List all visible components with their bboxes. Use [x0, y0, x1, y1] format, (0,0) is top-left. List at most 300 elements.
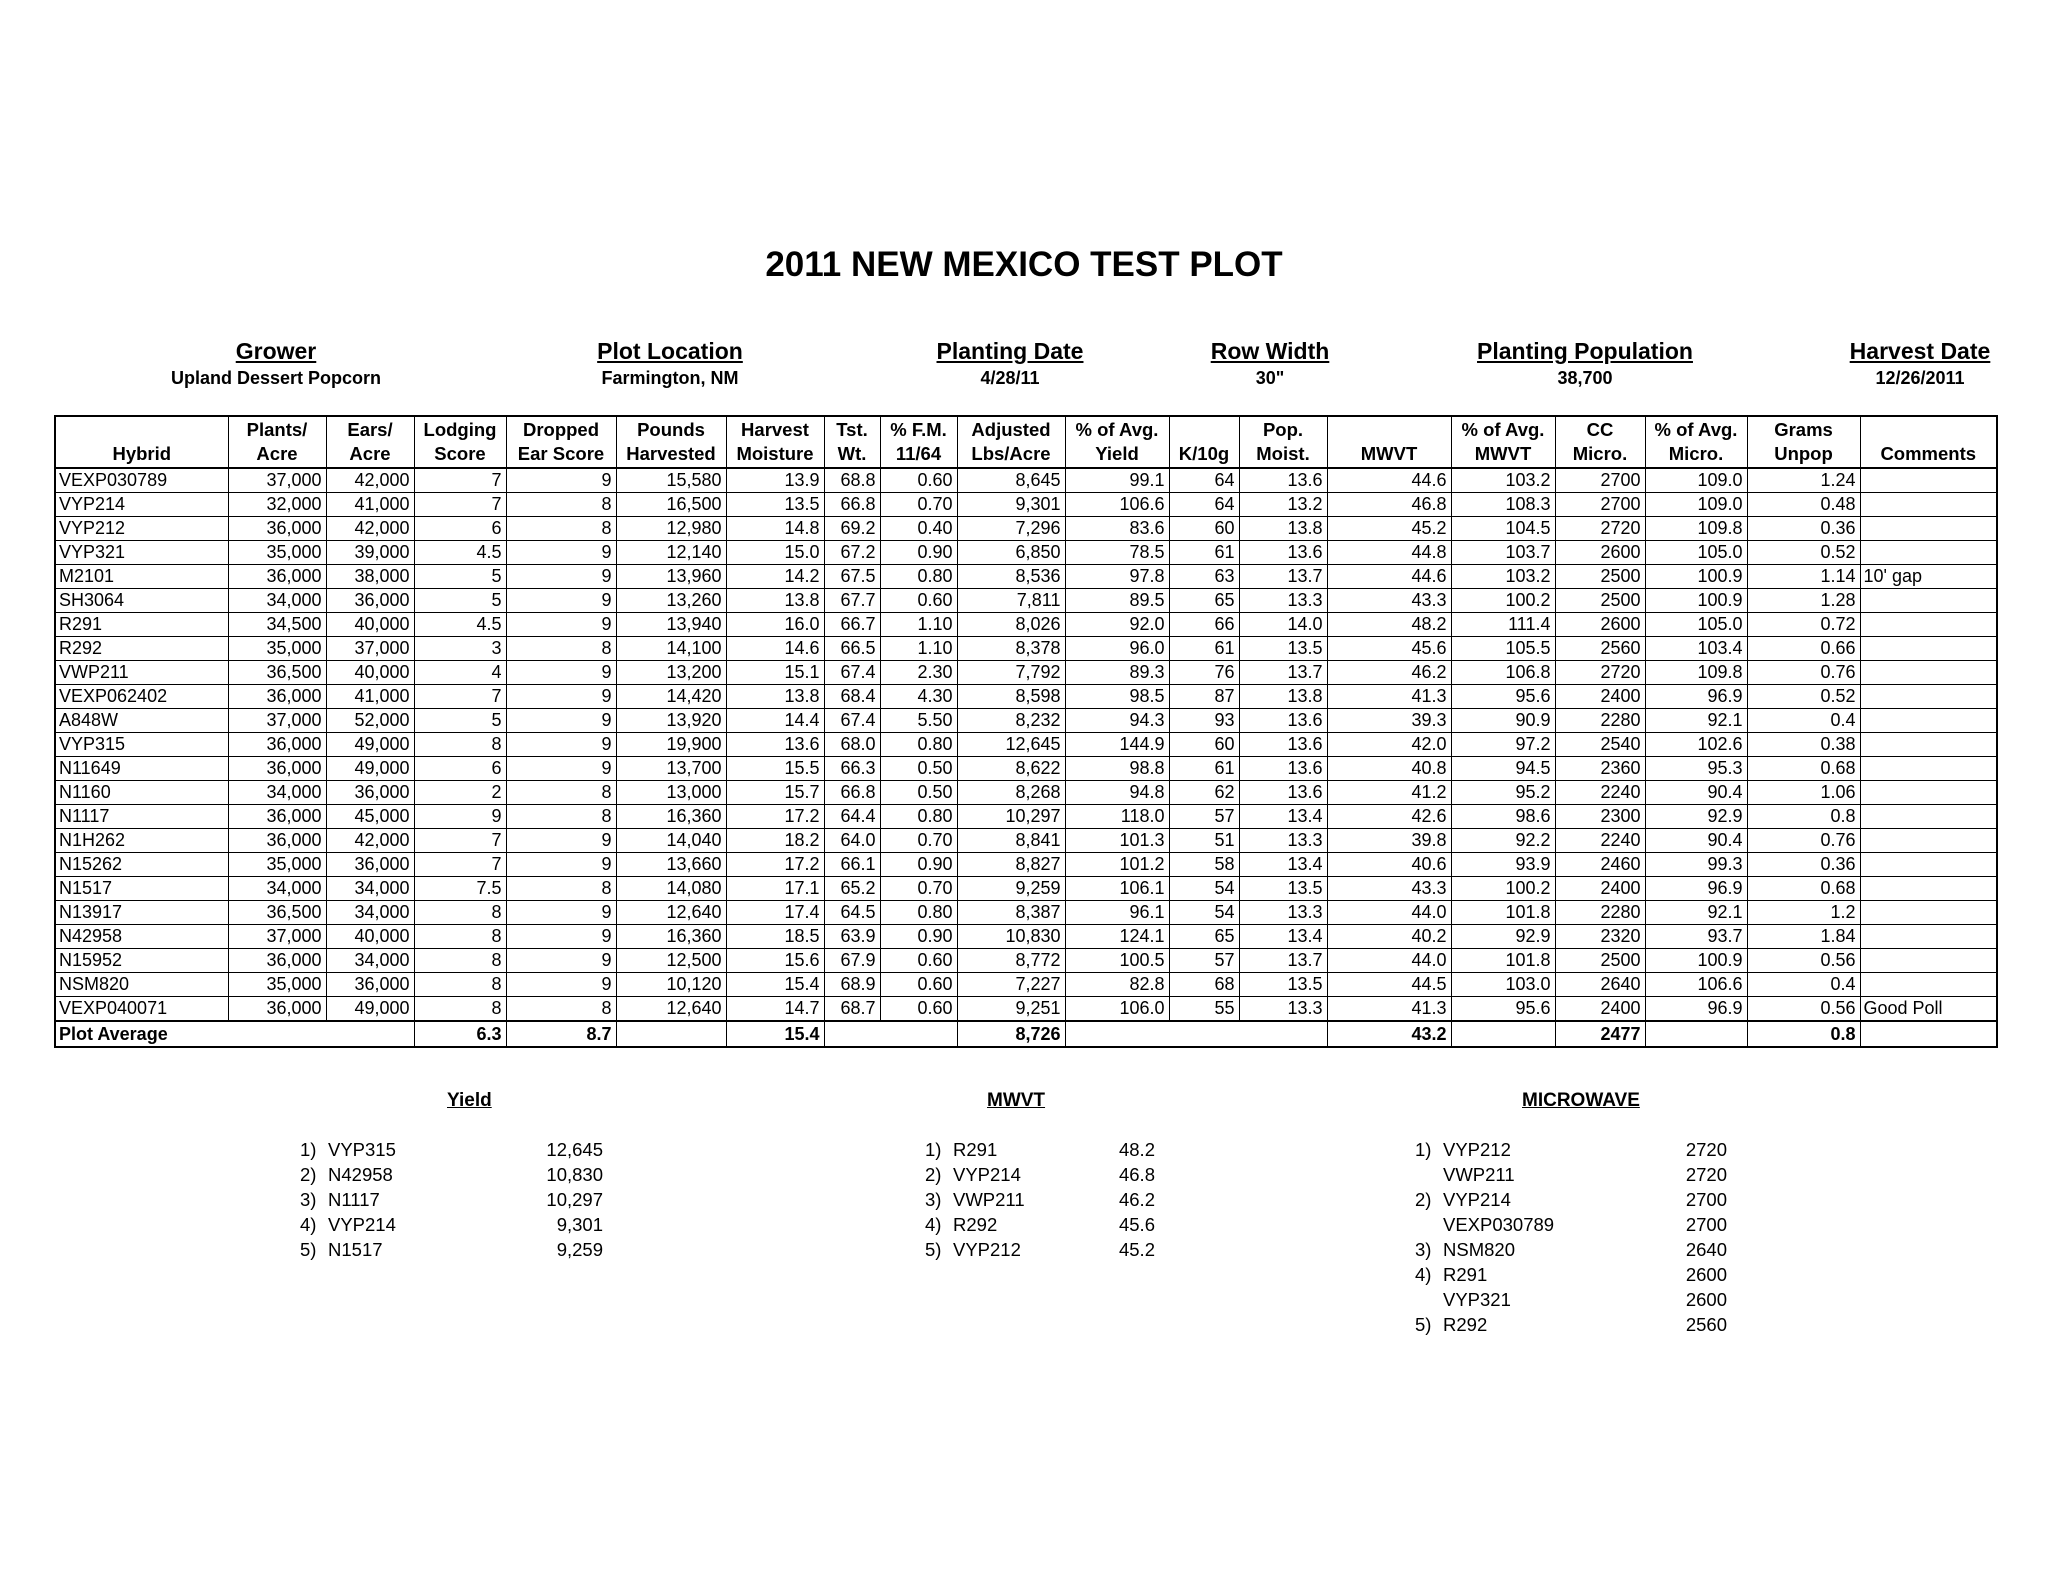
cell-pop-moist: 13.3 [1239, 589, 1327, 613]
ranking-name: VYP315 [328, 1139, 396, 1160]
cell-plants-acre: 35,000 [228, 637, 326, 661]
cell-pounds-harvested: 13,940 [616, 613, 726, 637]
cell-grams-unpop: 1.14 [1747, 565, 1860, 589]
cell-comments [1860, 517, 1997, 541]
cell-cc-micro: 2400 [1555, 877, 1645, 901]
table-row [55, 805, 1997, 829]
cell-pct-avg-yield: 106.1 [1065, 877, 1169, 901]
cell-k10g: 55 [1169, 997, 1239, 1022]
microwave-ranking-title: MICROWAVE [1522, 1090, 1640, 1111]
cell-cc-micro: 2400 [1555, 997, 1645, 1022]
cell-harvest-moisture: 14.4 [726, 709, 824, 733]
cell-mwvt: 41.3 [1327, 997, 1451, 1022]
table-row [55, 468, 1997, 493]
cell-lodging-score: 7 [414, 829, 506, 853]
cell-fm: 0.80 [880, 805, 957, 829]
cell-ears-acre: 39,000 [326, 541, 414, 565]
cell-tst-wt: 68.8 [824, 468, 880, 493]
col-fm: % F.M. 11/64 [880, 416, 957, 468]
avg-adjusted: 8,726 [957, 1021, 1065, 1047]
cell-pounds-harvested: 12,640 [616, 901, 726, 925]
cell-pct-avg-mwvt: 90.9 [1451, 709, 1555, 733]
table-row [55, 925, 1997, 949]
cell-pounds-harvested: 13,660 [616, 853, 726, 877]
header-row [55, 416, 1997, 468]
cell-tst-wt: 66.8 [824, 493, 880, 517]
cell-ears-acre: 37,000 [326, 637, 414, 661]
table-body [55, 468, 1997, 1021]
cell-grams-unpop: 0.72 [1747, 613, 1860, 637]
ranking-rank: 2) [1415, 1189, 1432, 1210]
cell-lodging-score: 2 [414, 781, 506, 805]
col-hybrid: Hybrid [55, 416, 228, 468]
cell-hybrid: N13917 [55, 901, 228, 925]
cell-pounds-harvested: 16,360 [616, 805, 726, 829]
cell-comments [1860, 733, 1997, 757]
table-row [55, 853, 1997, 877]
cell-tst-wt: 66.7 [824, 613, 880, 637]
cell-comments [1860, 541, 1997, 565]
cell-comments: 10' gap [1860, 565, 1997, 589]
cell-mwvt: 41.2 [1327, 781, 1451, 805]
cell-pct-avg-yield: 94.8 [1065, 781, 1169, 805]
cell-pop-moist: 13.8 [1239, 517, 1327, 541]
ranking-name: VYP214 [328, 1214, 396, 1235]
cell-k10g: 87 [1169, 685, 1239, 709]
cell-mwvt: 42.6 [1327, 805, 1451, 829]
cell-pop-moist: 13.7 [1239, 565, 1327, 589]
cell-harvest-moisture: 17.2 [726, 805, 824, 829]
table-row [55, 709, 1997, 733]
cell-harvest-moisture: 17.2 [726, 853, 824, 877]
cell-harvest-moisture: 14.8 [726, 517, 824, 541]
cell-comments [1860, 973, 1997, 997]
cell-k10g: 64 [1169, 493, 1239, 517]
cell-adjusted-lbs-acre: 8,387 [957, 901, 1065, 925]
cell-grams-unpop: 1.28 [1747, 589, 1860, 613]
cell-plants-acre: 36,000 [228, 517, 326, 541]
cell-pct-avg-mwvt: 92.2 [1451, 829, 1555, 853]
cell-hybrid: SH3064 [55, 589, 228, 613]
cell-pct-avg-micro: 92.1 [1645, 901, 1747, 925]
cell-comments [1860, 805, 1997, 829]
cell-lodging-score: 8 [414, 901, 506, 925]
cell-pop-moist: 14.0 [1239, 613, 1327, 637]
cell-pounds-harvested: 16,500 [616, 493, 726, 517]
cell-pop-moist: 13.6 [1239, 757, 1327, 781]
ranking-name: VWP211 [1443, 1164, 1515, 1185]
cell-ears-acre: 36,000 [326, 973, 414, 997]
ranking-rank: 2) [925, 1164, 942, 1185]
cell-pct-avg-yield: 97.8 [1065, 565, 1169, 589]
table-row [55, 565, 1997, 589]
ranking-value: 2700 [1685, 1189, 1727, 1210]
col-grams: Grams Unpop [1747, 416, 1860, 468]
ranking-value: 2600 [1685, 1264, 1727, 1285]
cell-pounds-harvested: 14,040 [616, 829, 726, 853]
cell-comments [1860, 637, 1997, 661]
cell-fm: 0.90 [880, 853, 957, 877]
cell-lodging-score: 7 [414, 468, 506, 493]
cell-adjusted-lbs-acre: 8,232 [957, 709, 1065, 733]
cell-pounds-harvested: 12,980 [616, 517, 726, 541]
cell-mwvt: 44.6 [1327, 468, 1451, 493]
cell-mwvt: 44.0 [1327, 949, 1451, 973]
cell-comments [1860, 853, 1997, 877]
cell-pop-moist: 13.2 [1239, 493, 1327, 517]
ranking-rank: 5) [1415, 1314, 1432, 1335]
cell-dropped-ear-score: 8 [506, 805, 616, 829]
ranking-name: NSM820 [1443, 1239, 1515, 1260]
cell-k10g: 65 [1169, 589, 1239, 613]
cell-dropped-ear-score: 9 [506, 733, 616, 757]
cell-plants-acre: 36,000 [228, 685, 326, 709]
cell-adjusted-lbs-acre: 10,830 [957, 925, 1065, 949]
cell-hybrid: VYP315 [55, 733, 228, 757]
cell-pounds-harvested: 14,100 [616, 637, 726, 661]
ranking-item [1415, 1212, 1735, 1237]
cell-tst-wt: 67.2 [824, 541, 880, 565]
ranking-rank: 5) [925, 1239, 942, 1260]
cell-pct-avg-micro: 96.9 [1645, 685, 1747, 709]
table-row [55, 685, 1997, 709]
cell-pct-avg-mwvt: 111.4 [1451, 613, 1555, 637]
cell-pct-avg-mwvt: 100.2 [1451, 589, 1555, 613]
cell-dropped-ear-score: 8 [506, 997, 616, 1022]
cell-hybrid: N1517 [55, 877, 228, 901]
cell-tst-wt: 64.4 [824, 805, 880, 829]
cell-plants-acre: 36,000 [228, 997, 326, 1022]
cell-pct-avg-mwvt: 105.5 [1451, 637, 1555, 661]
cell-pounds-harvested: 12,500 [616, 949, 726, 973]
cell-adjusted-lbs-acre: 8,622 [957, 757, 1065, 781]
cell-pct-avg-mwvt: 103.2 [1451, 565, 1555, 589]
ranking-item [925, 1137, 1165, 1162]
cell-fm: 0.80 [880, 565, 957, 589]
cell-comments [1860, 757, 1997, 781]
cell-k10g: 54 [1169, 877, 1239, 901]
cell-fm: 0.60 [880, 468, 957, 493]
cell-harvest-moisture: 17.4 [726, 901, 824, 925]
cell-dropped-ear-score: 9 [506, 589, 616, 613]
location-label: Plot Location [597, 338, 743, 364]
cell-hybrid: VEXP062402 [55, 685, 228, 709]
cell-grams-unpop: 0.66 [1747, 637, 1860, 661]
cell-plants-acre: 34,000 [228, 781, 326, 805]
cell-pop-moist: 13.3 [1239, 829, 1327, 853]
ranking-item [300, 1212, 620, 1237]
cell-pop-moist: 13.4 [1239, 805, 1327, 829]
cell-adjusted-lbs-acre: 6,850 [957, 541, 1065, 565]
cell-grams-unpop: 0.52 [1747, 541, 1860, 565]
cell-harvest-moisture: 13.9 [726, 468, 824, 493]
col-comments: Comments [1860, 416, 1997, 468]
cell-hybrid: N42958 [55, 925, 228, 949]
cell-adjusted-lbs-acre: 9,251 [957, 997, 1065, 1022]
col-pct-micro: % of Avg. Micro. [1645, 416, 1747, 468]
cell-mwvt: 45.6 [1327, 637, 1451, 661]
ranking-value: 9,259 [556, 1239, 603, 1260]
cell-fm: 0.60 [880, 997, 957, 1022]
cell-k10g: 64 [1169, 468, 1239, 493]
grower-label: Grower [235, 338, 317, 364]
cell-pct-avg-mwvt: 100.2 [1451, 877, 1555, 901]
ranking-value: 2640 [1685, 1239, 1727, 1260]
cell-adjusted-lbs-acre: 7,792 [957, 661, 1065, 685]
cell-hybrid: VYP214 [55, 493, 228, 517]
harvest-date-block [1830, 337, 2010, 391]
population-value: 38,700 [1557, 368, 1613, 388]
cell-pop-moist: 13.8 [1239, 685, 1327, 709]
population-label: Planting Population [1477, 338, 1693, 364]
yield-ranking-list [300, 1137, 620, 1262]
cell-ears-acre: 41,000 [326, 685, 414, 709]
cell-pop-moist: 13.3 [1239, 901, 1327, 925]
ranking-value: 45.6 [1118, 1214, 1155, 1235]
cell-plants-acre: 37,000 [228, 925, 326, 949]
cell-lodging-score: 8 [414, 925, 506, 949]
cell-tst-wt: 67.9 [824, 949, 880, 973]
cell-cc-micro: 2500 [1555, 589, 1645, 613]
cell-comments [1860, 829, 1997, 853]
cell-hybrid: N1160 [55, 781, 228, 805]
cell-adjusted-lbs-acre: 8,598 [957, 685, 1065, 709]
cell-lodging-score: 7.5 [414, 877, 506, 901]
ranking-value: 48.2 [1118, 1139, 1155, 1160]
cell-mwvt: 44.6 [1327, 565, 1451, 589]
ranking-rank: 3) [300, 1189, 317, 1210]
cell-pct-avg-yield: 96.1 [1065, 901, 1169, 925]
cell-adjusted-lbs-acre: 8,645 [957, 468, 1065, 493]
cell-pct-avg-micro: 90.4 [1645, 781, 1747, 805]
cell-adjusted-lbs-acre: 8,378 [957, 637, 1065, 661]
cell-ears-acre: 38,000 [326, 565, 414, 589]
cell-fm: 4.30 [880, 685, 957, 709]
col-lodging: Lodging Score [414, 416, 506, 468]
table-row [55, 493, 1997, 517]
ranking-item [1415, 1312, 1735, 1337]
cell-pct-avg-mwvt: 98.6 [1451, 805, 1555, 829]
cell-mwvt: 40.8 [1327, 757, 1451, 781]
cell-harvest-moisture: 14.2 [726, 565, 824, 589]
cell-ears-acre: 49,000 [326, 757, 414, 781]
ranking-item [1415, 1137, 1735, 1162]
cell-adjusted-lbs-acre: 8,772 [957, 949, 1065, 973]
cell-cc-micro: 2460 [1555, 853, 1645, 877]
plot-average-label: Plot Average [55, 1021, 414, 1047]
cell-tst-wt: 69.2 [824, 517, 880, 541]
table-row [55, 733, 1997, 757]
avg-moisture: 15.4 [726, 1021, 824, 1047]
cell-dropped-ear-score: 9 [506, 901, 616, 925]
cell-plants-acre: 32,000 [228, 493, 326, 517]
cell-tst-wt: 64.5 [824, 901, 880, 925]
cell-comments [1860, 589, 1997, 613]
cell-pop-moist: 13.5 [1239, 877, 1327, 901]
avg-grams: 0.8 [1747, 1021, 1860, 1047]
grower-value: Upland Dessert Popcorn [170, 368, 382, 388]
cell-dropped-ear-score: 9 [506, 468, 616, 493]
cell-plants-acre: 35,000 [228, 541, 326, 565]
cell-tst-wt: 67.4 [824, 661, 880, 685]
cell-comments [1860, 781, 1997, 805]
cell-pct-avg-micro: 103.4 [1645, 637, 1747, 661]
planting-date-label: Planting Date [936, 338, 1084, 364]
cell-grams-unpop: 0.68 [1747, 877, 1860, 901]
avg-dropped: 8.7 [506, 1021, 616, 1047]
col-k10g: K/10g [1169, 416, 1239, 468]
cell-cc-micro: 2540 [1555, 733, 1645, 757]
cell-lodging-score: 5 [414, 709, 506, 733]
cell-fm: 0.50 [880, 757, 957, 781]
cell-grams-unpop: 0.4 [1747, 709, 1860, 733]
cell-mwvt: 46.2 [1327, 661, 1451, 685]
cell-mwvt: 44.0 [1327, 901, 1451, 925]
ranking-item [925, 1237, 1165, 1262]
cell-comments [1860, 661, 1997, 685]
cell-k10g: 68 [1169, 973, 1239, 997]
yield-ranking-title: Yield [447, 1090, 492, 1111]
cell-pop-moist: 13.5 [1239, 637, 1327, 661]
cell-cc-micro: 2240 [1555, 829, 1645, 853]
cell-cc-micro: 2500 [1555, 949, 1645, 973]
harvest-date-label: Harvest Date [1849, 338, 1991, 364]
cell-pct-avg-micro: 109.8 [1645, 517, 1747, 541]
cell-hybrid: N11649 [55, 757, 228, 781]
cell-pounds-harvested: 13,000 [616, 781, 726, 805]
table-row [55, 637, 1997, 661]
ranking-rank: 5) [300, 1239, 317, 1260]
cell-mwvt: 43.3 [1327, 589, 1451, 613]
cell-plants-acre: 34,000 [228, 877, 326, 901]
plot-average-row [55, 1021, 1997, 1047]
cell-k10g: 65 [1169, 925, 1239, 949]
cell-cc-micro: 2240 [1555, 781, 1645, 805]
cell-dropped-ear-score: 8 [506, 517, 616, 541]
cell-ears-acre: 34,000 [326, 901, 414, 925]
cell-k10g: 61 [1169, 541, 1239, 565]
table-row [55, 997, 1997, 1022]
col-adjusted: Adjusted Lbs/Acre [957, 416, 1065, 468]
cell-lodging-score: 5 [414, 589, 506, 613]
cell-hybrid: N1H262 [55, 829, 228, 853]
cell-pct-avg-micro: 109.0 [1645, 493, 1747, 517]
mwvt-ranking-list [925, 1137, 1165, 1262]
cell-comments [1860, 709, 1997, 733]
cell-plants-acre: 34,000 [228, 589, 326, 613]
cell-fm: 1.10 [880, 637, 957, 661]
cell-lodging-score: 4 [414, 661, 506, 685]
cell-pct-avg-yield: 106.0 [1065, 997, 1169, 1022]
cell-grams-unpop: 0.38 [1747, 733, 1860, 757]
cell-pct-avg-yield: 82.8 [1065, 973, 1169, 997]
cell-ears-acre: 42,000 [326, 468, 414, 493]
ranking-value: 10,297 [546, 1189, 603, 1210]
cell-pct-avg-mwvt: 108.3 [1451, 493, 1555, 517]
cell-comments [1860, 925, 1997, 949]
cell-pct-avg-yield: 101.3 [1065, 829, 1169, 853]
cell-pct-avg-mwvt: 101.8 [1451, 949, 1555, 973]
cell-comments [1860, 685, 1997, 709]
cell-ears-acre: 34,000 [326, 877, 414, 901]
cell-plants-acre: 36,000 [228, 565, 326, 589]
cell-harvest-moisture: 18.2 [726, 829, 824, 853]
cell-pct-avg-yield: 94.3 [1065, 709, 1169, 733]
col-pounds: Pounds Harvested [616, 416, 726, 468]
cell-pct-avg-mwvt: 95.6 [1451, 997, 1555, 1022]
cell-dropped-ear-score: 9 [506, 853, 616, 877]
cell-k10g: 61 [1169, 757, 1239, 781]
cell-pct-avg-yield: 118.0 [1065, 805, 1169, 829]
cell-dropped-ear-score: 9 [506, 925, 616, 949]
cell-fm: 0.60 [880, 973, 957, 997]
ranking-rank: 4) [925, 1214, 942, 1235]
ranking-rank: 4) [300, 1214, 317, 1235]
ranking-value: 9,301 [556, 1214, 603, 1235]
ranking-item [925, 1187, 1165, 1212]
cell-pct-avg-mwvt: 103.7 [1451, 541, 1555, 565]
ranking-value: 2720 [1685, 1164, 1727, 1185]
cell-pop-moist: 13.7 [1239, 661, 1327, 685]
cell-harvest-moisture: 15.1 [726, 661, 824, 685]
ranking-rank: 3) [925, 1189, 942, 1210]
ranking-item [300, 1162, 620, 1187]
avg-mwvt: 43.2 [1327, 1021, 1451, 1047]
cell-fm: 0.40 [880, 517, 957, 541]
ranking-item [300, 1237, 620, 1262]
cell-k10g: 57 [1169, 949, 1239, 973]
cell-adjusted-lbs-acre: 9,301 [957, 493, 1065, 517]
cell-tst-wt: 68.9 [824, 973, 880, 997]
cell-hybrid: VEXP030789 [55, 468, 228, 493]
cell-k10g: 51 [1169, 829, 1239, 853]
cell-plants-acre: 36,000 [228, 757, 326, 781]
cell-grams-unpop: 1.84 [1747, 925, 1860, 949]
cell-lodging-score: 4.5 [414, 613, 506, 637]
cell-pct-avg-micro: 92.9 [1645, 805, 1747, 829]
cell-pct-avg-yield: 106.6 [1065, 493, 1169, 517]
cell-lodging-score: 4.5 [414, 541, 506, 565]
cell-tst-wt: 66.1 [824, 853, 880, 877]
ranking-value: 46.8 [1118, 1164, 1155, 1185]
cell-pct-avg-mwvt: 101.8 [1451, 901, 1555, 925]
cell-mwvt: 39.3 [1327, 709, 1451, 733]
table-row [55, 973, 1997, 997]
cell-cc-micro: 2280 [1555, 709, 1645, 733]
cell-mwvt: 43.3 [1327, 877, 1451, 901]
cell-mwvt: 41.3 [1327, 685, 1451, 709]
cell-grams-unpop: 0.56 [1747, 997, 1860, 1022]
cell-plants-acre: 37,000 [228, 709, 326, 733]
ranking-item [1415, 1187, 1735, 1212]
cell-k10g: 60 [1169, 733, 1239, 757]
cell-pct-avg-micro: 95.3 [1645, 757, 1747, 781]
cell-fm: 1.10 [880, 613, 957, 637]
cell-tst-wt: 64.0 [824, 829, 880, 853]
cell-lodging-score: 7 [414, 493, 506, 517]
cell-harvest-moisture: 15.4 [726, 973, 824, 997]
cell-mwvt: 40.6 [1327, 853, 1451, 877]
ranking-name: R291 [1443, 1264, 1488, 1285]
table-row [55, 901, 1997, 925]
cell-hybrid: R291 [55, 613, 228, 637]
ranking-name: VEXP030789 [1443, 1214, 1555, 1235]
row-width-label: Row Width [1210, 338, 1330, 364]
table-row [55, 541, 1997, 565]
cell-tst-wt: 67.7 [824, 589, 880, 613]
ranking-name: R292 [1443, 1314, 1488, 1335]
planting-date-block [900, 337, 1120, 391]
